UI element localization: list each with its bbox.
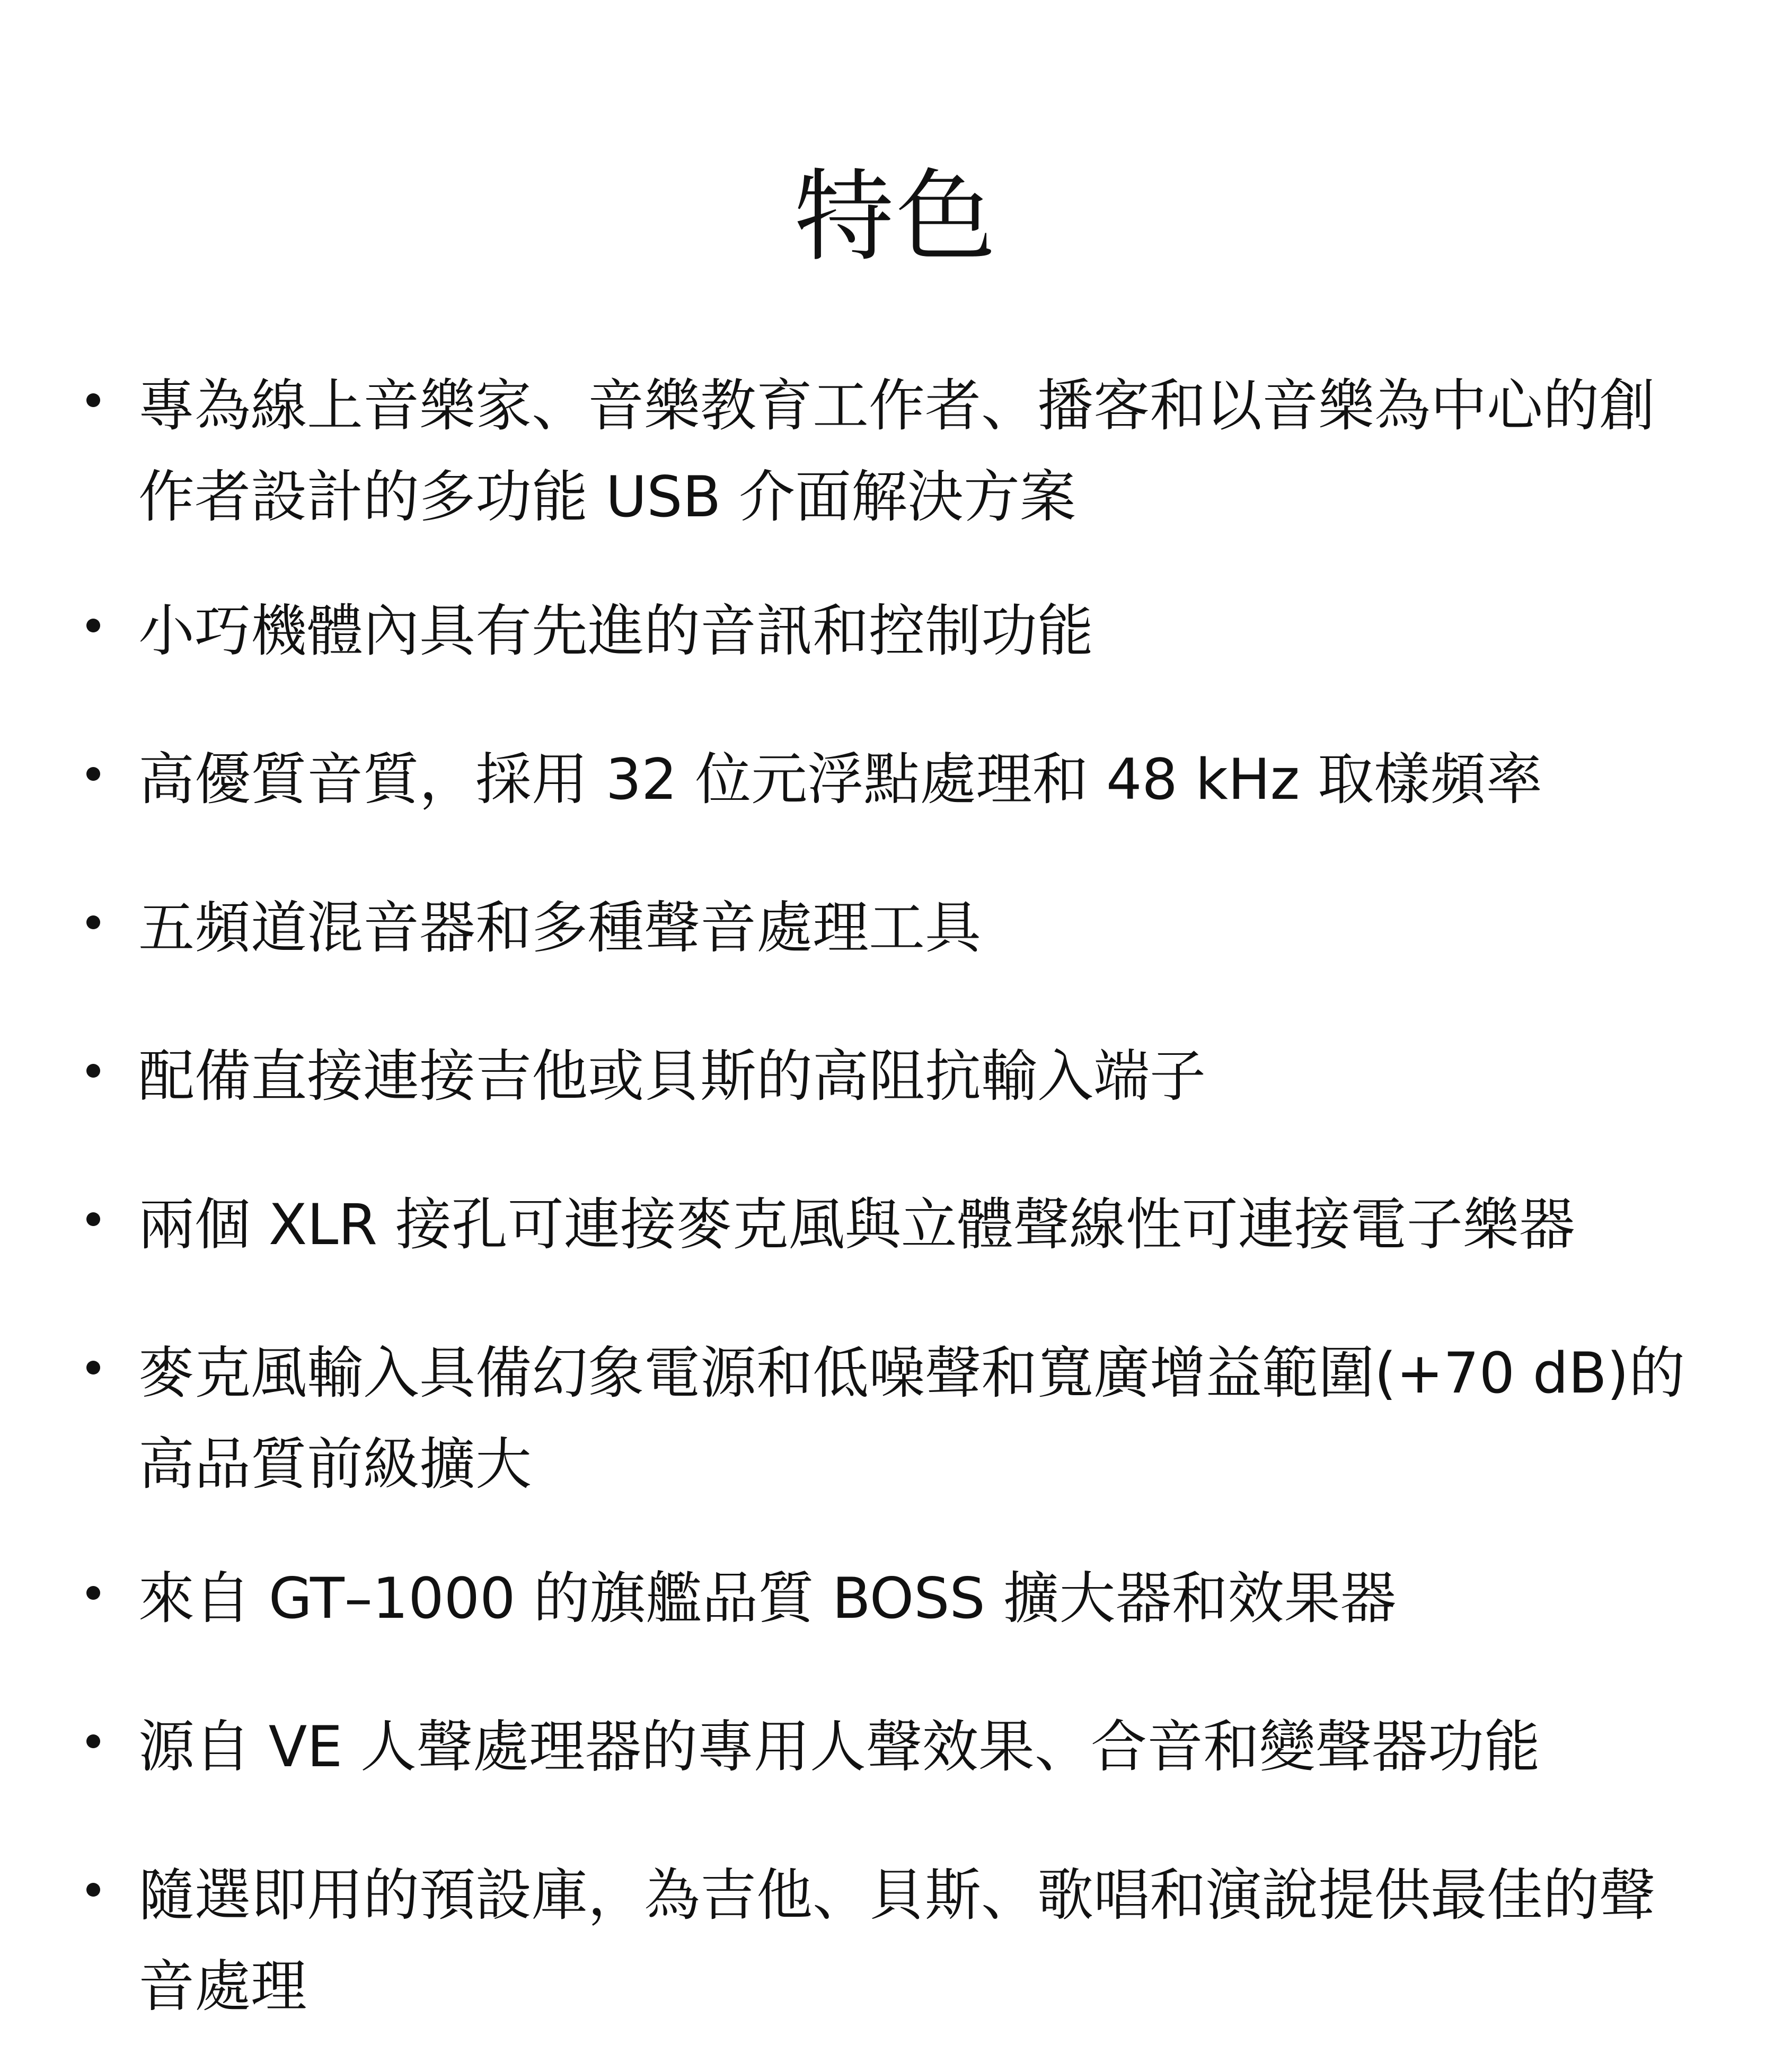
- feature-text: 隨選即用的預設庫，為吉他、貝斯、歌唱和演說提供最佳的聲音處理: [138, 1863, 1655, 2019]
- feature-text: 高優質音質，採用 32 位元浮點處理和 48 kHz 取樣頻率: [138, 747, 1542, 812]
- bullet-icon: [86, 1361, 100, 1374]
- page-title: 特色: [794, 159, 998, 275]
- bullet-icon: [86, 915, 100, 929]
- bullet-icon: [86, 1883, 100, 1897]
- feature-text: 源自 VE 人聲處理器的專用人聲效果、合音和變聲器功能: [138, 1714, 1540, 1779]
- feature-text: 來自 GT–1000 的旗艦品質 BOSS 擴大器和效果器: [138, 1566, 1397, 1631]
- feature-text: 麥克風輸入具備幻象電源和低噪聲和寬廣增益範圍(+70 dB)的高品質前級擴大: [138, 1341, 1685, 1497]
- feature-text: 小巧機體內具有先進的音訊和控制功能: [138, 598, 1093, 664]
- bullet-icon: [86, 393, 100, 407]
- feature-text: 兩個 XLR 接孔可連接麥克風與立體聲線性可連接電子樂器: [138, 1192, 1575, 1257]
- bullet-icon: [86, 1212, 100, 1226]
- bullet-icon: [86, 619, 100, 632]
- bullet-icon: [86, 1064, 100, 1078]
- bullet-icon: [86, 767, 100, 781]
- bullet-icon: [86, 1734, 100, 1748]
- bullet-icon: [86, 1586, 100, 1600]
- feature-text: 專為線上音樂家、音樂教育工作者、播客和以音樂為中心的創作者設計的多功能 USB 介面解決方案: [138, 373, 1655, 530]
- feature-text: 配備直接連接吉他或貝斯的高阻抗輸入端子: [138, 1044, 1206, 1109]
- feature-text: 五頻道混音器和多種聲音處理工具: [138, 895, 981, 960]
